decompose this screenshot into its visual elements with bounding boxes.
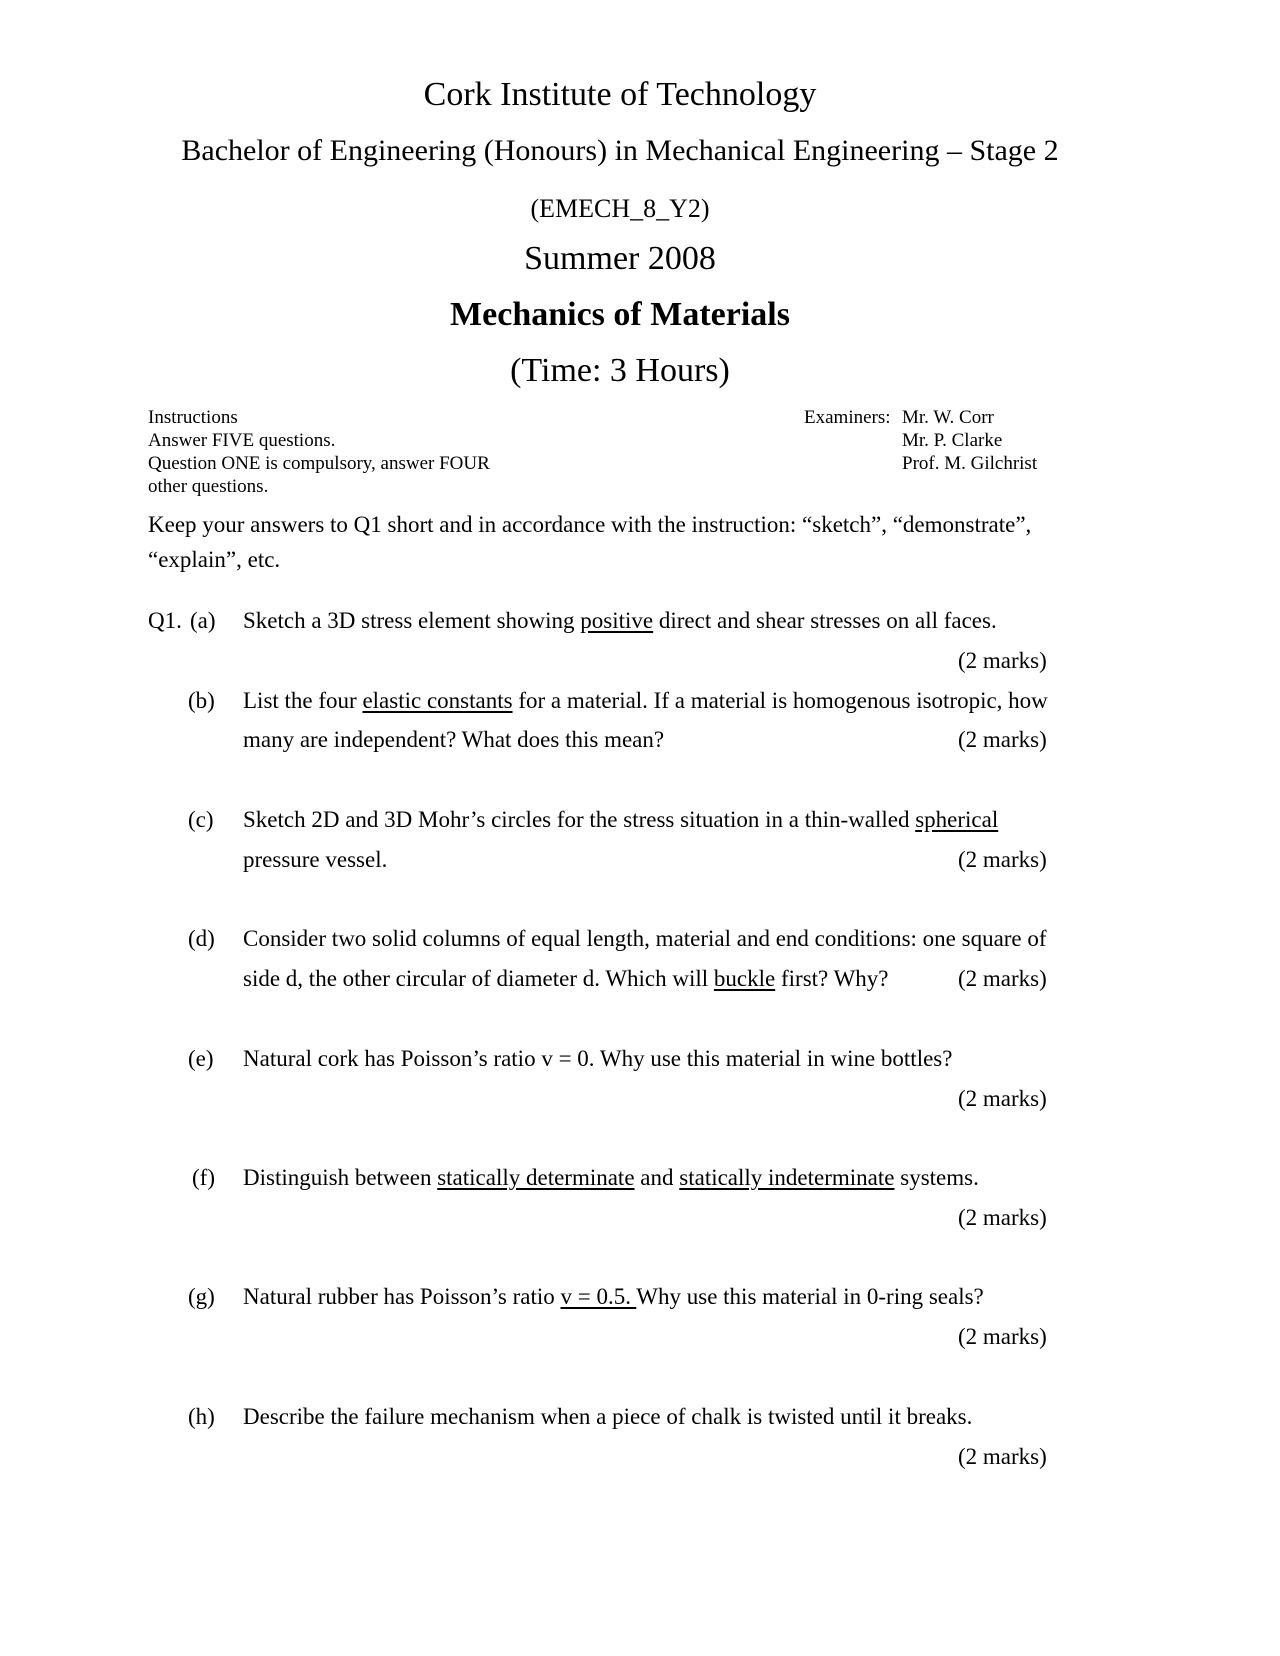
- marks-b: (2 marks): [958, 727, 1047, 752]
- session-title: Summer 2008: [524, 240, 716, 277]
- part-label-f: (f): [192, 1165, 215, 1190]
- part-c-text: Sketch 2D and 3D Mohr’s circles for the stress situation in a thin-walled spherical: [243, 807, 999, 832]
- part-c-text-line2: pressure vessel.: [243, 847, 388, 872]
- part-label-b: (b): [188, 688, 215, 713]
- instructions-block: [148, 406, 490, 498]
- institution-title: Cork Institute of Technology: [423, 76, 817, 113]
- underlined-term: buckle: [713, 966, 776, 991]
- marks-g: (2 marks): [958, 1324, 1047, 1349]
- part-label-e: (e): [188, 1046, 214, 1071]
- underlined-term: positive: [580, 608, 654, 633]
- part-g-text: Natural rubber has Poisson’s ratio v = 0.5. Why use this material in 0-ring seals?: [243, 1284, 984, 1309]
- part-label-c: (c): [188, 807, 214, 832]
- programme-title: Bachelor of Engineering (Honours) in Mechanical Engineering – Stage 2: [181, 134, 1059, 167]
- part-label-d: (d): [188, 926, 215, 951]
- underlined-term: statically indeterminate: [679, 1165, 895, 1190]
- marks-d: (2 marks): [958, 966, 1047, 991]
- part-b-text-line2: many are independent? What does this mean?: [243, 727, 665, 752]
- part-a-text: Sketch a 3D stress element showing positive direct and shear stresses on all faces.: [243, 608, 997, 633]
- question-number: Q1.: [148, 608, 182, 633]
- part-d-text-line2: side d, the other circular of diameter d. Which will buckle first? Why?: [243, 966, 889, 991]
- instructions-line: other questions.: [148, 476, 269, 497]
- examiner-name: Prof. M. Gilchrist: [902, 453, 1038, 474]
- note-line: Keep your answers to Q1 short and in accordance with the instruction: “sketch”, “demonstrate”,: [148, 512, 1032, 537]
- part-label-a: (a): [190, 608, 216, 633]
- underlined-term: statically determinate: [437, 1165, 635, 1190]
- marks-c: (2 marks): [958, 847, 1047, 872]
- part-f-text: Distinguish between statically determinate and statically indeterminate systems.: [243, 1165, 979, 1190]
- part-label-h: (h): [188, 1404, 215, 1429]
- marks-h: (2 marks): [958, 1444, 1047, 1469]
- marks-e: (2 marks): [958, 1086, 1047, 1111]
- examiner-name: Mr. W. Corr: [902, 407, 994, 428]
- subject-title: Mechanics of Materials: [450, 296, 790, 333]
- examiner-name: Mr. P. Clarke: [902, 430, 1003, 451]
- note-line: “explain”, etc.: [148, 547, 281, 572]
- part-b-text: List the four elastic constants for a material. If a material is homogenous isotropic, how: [243, 688, 1048, 713]
- part-d-text: Consider two solid columns of equal length, material and end conditions: one square of: [243, 926, 1047, 951]
- part-h-text: Describe the failure mechanism when a piece of chalk is twisted until it breaks.: [243, 1404, 973, 1429]
- instructions-line: Question ONE is compulsory, answer FOUR: [148, 453, 490, 474]
- marks-a: (2 marks): [958, 648, 1047, 673]
- part-label-g: (g): [188, 1284, 215, 1309]
- instructions-line: Answer FIVE questions.: [148, 430, 336, 451]
- marks-f: (2 marks): [958, 1205, 1047, 1230]
- course-code: (EMECH_8_Y2): [530, 194, 710, 223]
- examiners-label: Examiners:: [804, 407, 891, 428]
- instructions-heading: Instructions: [148, 407, 238, 428]
- examiners-list: [902, 406, 1037, 475]
- time-allowed: (Time: 3 Hours): [510, 352, 730, 389]
- underlined-term: elastic constants: [362, 688, 513, 713]
- underlined-term: v = 0.5.: [560, 1284, 637, 1309]
- part-e-text: Natural cork has Poisson’s ratio v = 0. Why use this material in wine bottles?: [243, 1046, 953, 1071]
- underlined-term: spherical: [915, 807, 999, 832]
